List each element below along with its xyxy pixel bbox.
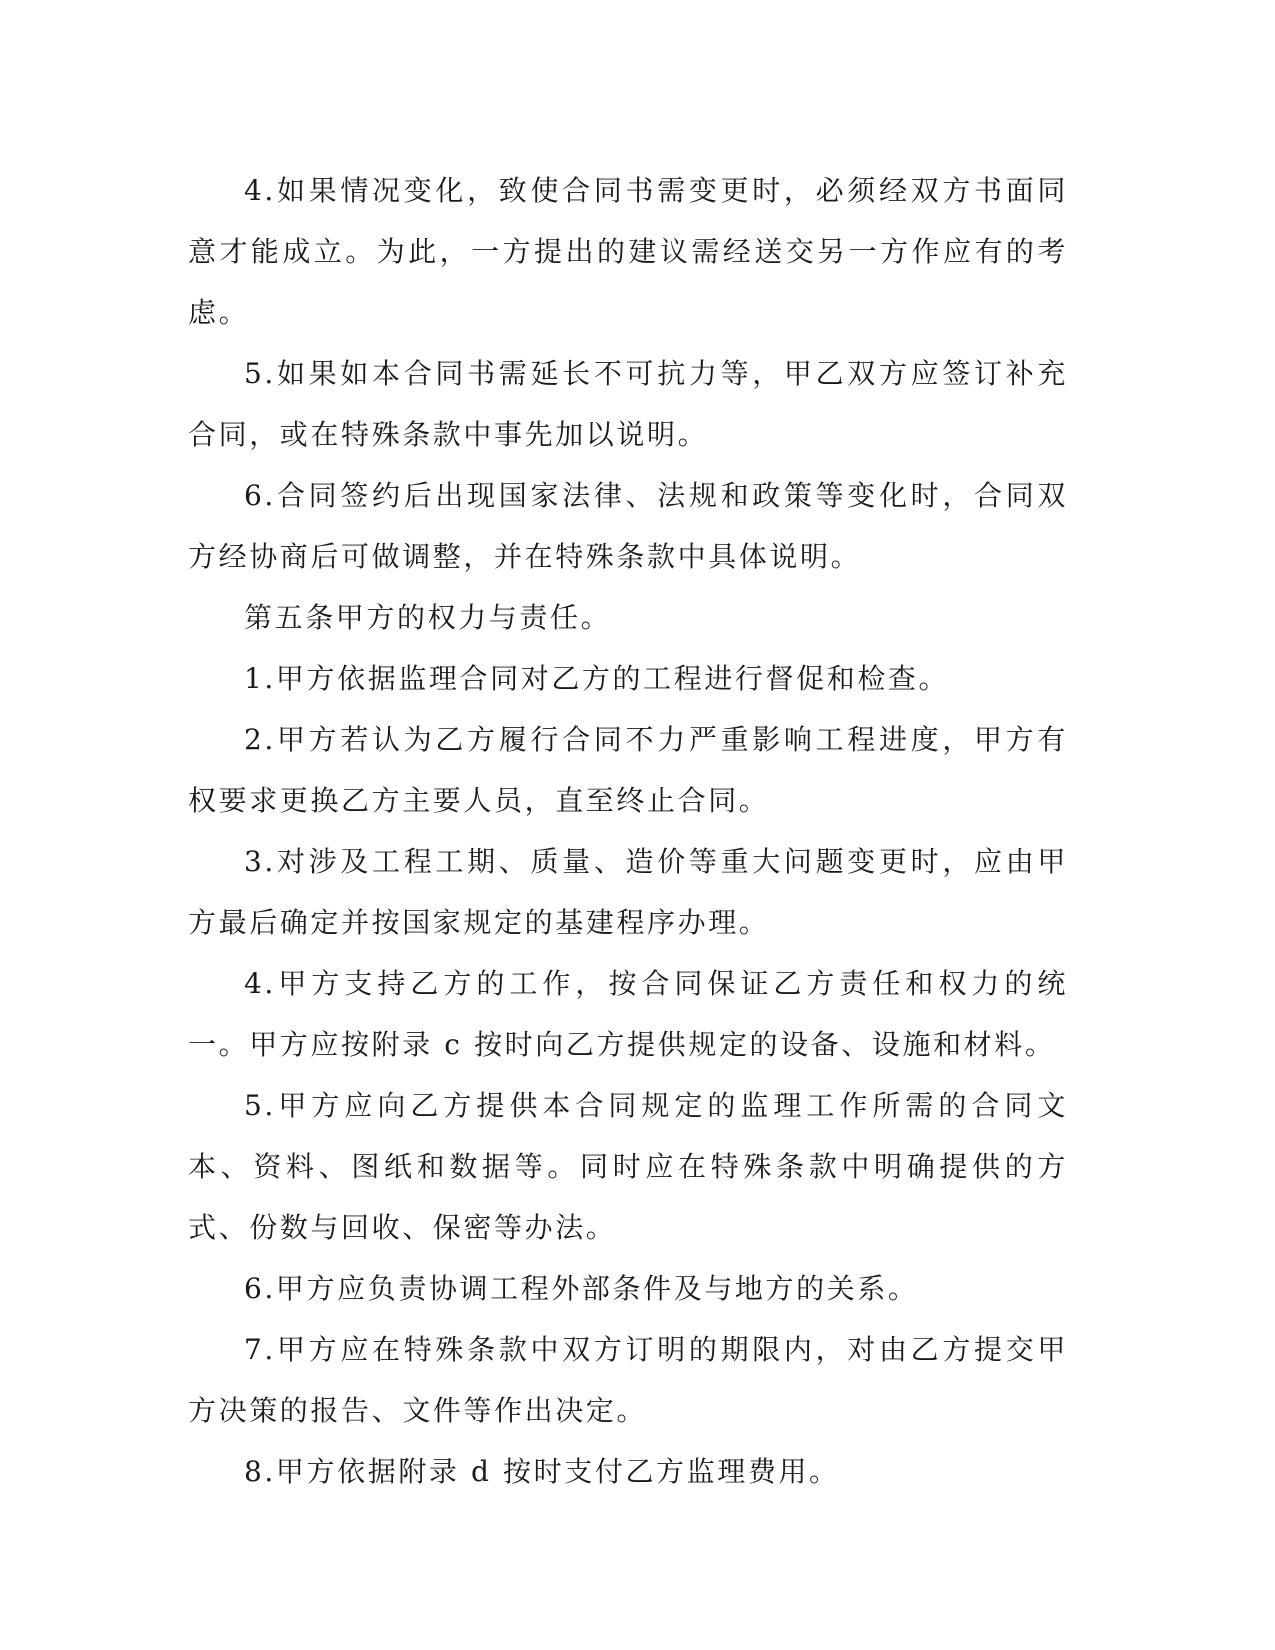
paragraph-party-a-3: 3.对涉及工程工期、质量、造价等重大问题变更时，应由甲方最后确定并按国家规定的基建程序办理。	[188, 845, 1068, 939]
paragraph-clause-6-law-change: 6.合同签约后出现国家法律、法规和政策等变化时，合同双方经协商后可做调整，并在特殊条款中具体说明。	[188, 479, 1068, 573]
paragraph-party-a-2: 2.甲方若认为乙方履行合同不力严重影响工程进度，甲方有权要求更换乙方主要人员，直至终止合同。	[188, 723, 1068, 817]
document-body	[188, 160, 1068, 1502]
paragraph-party-a-4: 4.甲方支持乙方的工作，按合同保证乙方责任和权力的统一。甲方应按附录 c 按时向乙方提供规定的设备、设施和材料。	[188, 967, 1068, 1061]
paragraph-clause-4-change: 4.如果情况变化，致使合同书需变更时，必须经双方书面同意才能成立。为此，一方提出的建议需经送交另一方作应有的考虑。	[188, 174, 1068, 329]
paragraph-party-a-8: 8.甲方依据附录 d 按时支付乙方监理费用。	[244, 1455, 840, 1488]
paragraph-party-a-6: 6.甲方应负责协调工程外部条件及与地方的关系。	[244, 1272, 919, 1305]
paragraph-clause-5-extension: 5.如果如本合同书需延长不可抗力等，甲乙双方应签订补充合同，或在特殊条款中事先加以说明。	[188, 357, 1068, 451]
paragraph-party-a-1: 1.甲方依据监理合同对乙方的工程进行督促和检查。	[244, 662, 950, 695]
section-heading-article-5: 第五条甲方的权力与责任。	[244, 601, 612, 634]
paragraph-party-a-7: 7.甲方应在特殊条款中双方订明的期限内，对由乙方提交甲方决策的报告、文件等作出决定。	[188, 1333, 1068, 1427]
paragraph-party-a-5: 5.甲方应向乙方提供本合同规定的监理工作所需的合同文本、资料、图纸和数据等。同时应在特殊条款中明确提供的方式、份数与回收、保密等办法。	[188, 1089, 1068, 1244]
